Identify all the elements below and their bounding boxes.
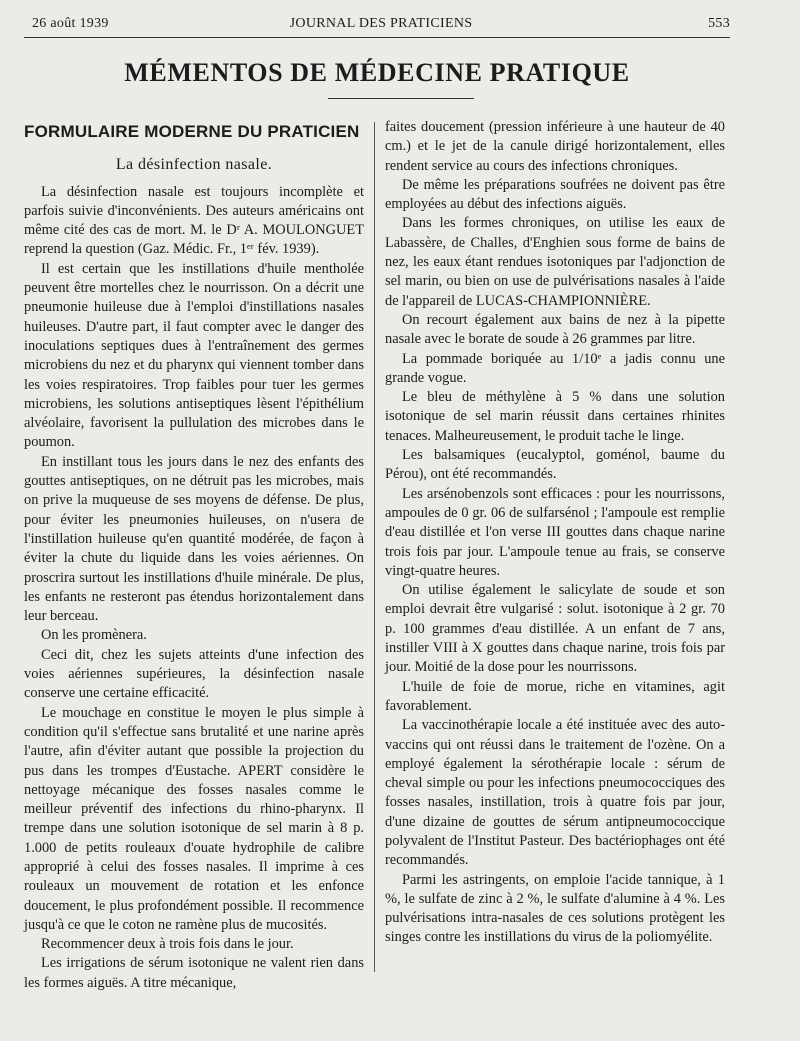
paragraph: De même les préparations soufrées ne doivent pas être employées au début des infections aiguës. [385,176,725,213]
paragraph: Recommencer deux à trois fois dans le jour. [41,936,294,953]
issue-date: 26 août 1939 [32,16,109,31]
page-number: 553 [708,16,730,31]
paragraph: Les irrigations de sérum isotonique ne valent rien dans les formes aiguës. A titre mécanique, [24,955,364,991]
paragraph: Dans les formes chroniques, on utilise les eaux de Labassère, de Challes, d'Enghien sous forme de bains de nez, les eaux étant rendues isotoniques par l'adjonction de sel marin, ou bien on use de pulvérisations nasales à l'aide de l'appareil de LUCAS-CHAMPIONNIÈRE. [385,215,725,309]
paragraph: La vaccinothérapie locale a été instituée avec des auto-vaccins qui ont réussi dans le traitement de l'ozène. On a employé également la sérothérapie locale : sérum de cheval simple ou pour les infections pneumococciques des fosses nasales, instillation, trois à quatre fois par jour, d'une dizaine de gouttes de sérum antipneumococcique polyvalent de l'Institut Pasteur. Des bactériophages ont été recommandés. [385,717,725,869]
paragraph: Les balsamiques (eucalyptol, goménol, baume du Pérou), ont été recommandés. [385,447,725,483]
paragraph: La désinfection nasale est toujours incomplète et parfois suivie d'inconvénients. Des auteurs américains ont même cité des cas de mort. M. le Dʳ A. MOULONGUET reprend la question (Gaz. Médic. Fr., 1ᵉʳ fév. 1939). [24,183,364,258]
column-heading: FORMULAIRE MODERNE DU PRATICIEN [24,122,360,141]
paragraph: Le mouchage en constitue le moyen le plus simple à condition qu'il s'effectue sans brutalité et une narine après l'autre, afin d'éviter autant que possible la projection du pus dans les trompes d'Eustache. APERT considère le nettoyage mécanique des fosses nasales comme le meilleur préventif des infections du rhino-pharynx. Il trempe dans une solution isotonique de sel marin à 8 p. 1.000 de petits rouleaux d'ouate hydrophile de calibre approprié à celui des fosses nasales. Il imprime à ces rouleaux un mouvement de rotation et les enfonce doucement, le plus profondément possible. Il recommence jusqu'à ce que le coton ne ramène plus de mucosités. [24,704,364,933]
journal-name: JOURNAL DES PRATICIENS [289,16,473,31]
paragraph: L'huile de foie de morue, riche en vitamines, agit favorablement. [385,678,725,714]
paragraph: Le bleu de méthylène à 5 % dans une solution isotonique de sel marin réussit dans certaines rhinites tenaces. Malheureusement, le produit tache le linge. [385,389,725,444]
right-column [385,118,725,948]
article-title: La désinfection nasale. [115,156,273,174]
section-title: MÉMENTOS DE MÉDECINE PRATIQUE [124,58,630,87]
left-column [24,118,364,993]
column-divider [374,122,375,972]
paragraph: Il est certain que les instillations d'huile mentholée peuvent être mortelles chez le nourrisson. On a décrit une pneumonie huileuse due à l'emploi d'instillations nasales huileuses. D'autre part, il faut compter avec le danger des inoculations septiques dues à l'entraînement des germes microbiens du nez et du pharynx qui viennent tomber dans les voies respiratoires. Trop faibles pour tuer les germes microbiens, les solutions antiseptiques lèsent l'épithélium alvéolaire, favorisent la pullulation des microbes dans le poumon. [24,260,364,451]
running-head [32,16,730,36]
paragraph: On recourt également aux bains de nez à la pipette nasale avec le borate de soude à 26 grammes par litre. [385,311,725,348]
paragraph: On les promènera. [41,627,147,644]
paragraph: En instillant tous les jours dans le nez des enfants des gouttes antiseptiques, on ne détruit pas les microbes, mais on prive la muqueuse de ses moyens de défense. De plus, pour éviter les pneumonies huileuses, on n'usera de l'instillation huileuse qu'en quantité modérée, de façon à éviter la chute du liquide dans les voies aériennes. On proscrira surtout les instillations d'huile minérale. De plus, les enfants ne resteront pas étendus horizontalement dans leur berceau. [24,453,364,625]
paragraph: On utilise également le salicylate de soude et son emploi devrait être vulgarisé : solut. isotonique à 2 gr. 70 p. 100 grammes d'eau distillée. A un enfant de 7 ans, instiller VIII à X gouttes dans chaque narine, trois fois par jour. Moitié de la dose pour les nourrissons. [385,582,725,676]
header-rule [24,37,730,38]
paragraph: La pommade boriquée au 1/10ᵉ a jadis connu une grande vogue. [385,350,725,386]
paragraph: faites doucement (pression inférieure à une hauteur de 40 cm.) et le jet de la canule dirigé horizontalement, elles rendent service au cours des infections chroniques. [385,119,725,174]
title-rule [328,98,474,99]
paragraph: Ceci dit, chez les sujets atteints d'une infection des voies aériennes supérieures, la désinfection nasale conserve une certaine efficacité. [24,646,364,702]
paragraph: Parmi les astringents, on emploie l'acide tannique, à 1 %, le sulfate de zinc à 2 %, le sulfate d'alumine à 4 %. Les pulvérisations intra-nasales de ces solutions protègent les singes contre les instillations du virus de la poliomyélite. [385,871,725,946]
paragraph: Les arsénobenzols sont efficaces : pour les nourrissons, ampoules de 0 gr. 06 de sulfarsénol ; l'ampoule est remplie d'eau distillée et l'on verse III gouttes dans chaque narine trois fois par jour. L'ampoule tenue au frais, se conserve vingt-quatre heures. [385,485,725,579]
